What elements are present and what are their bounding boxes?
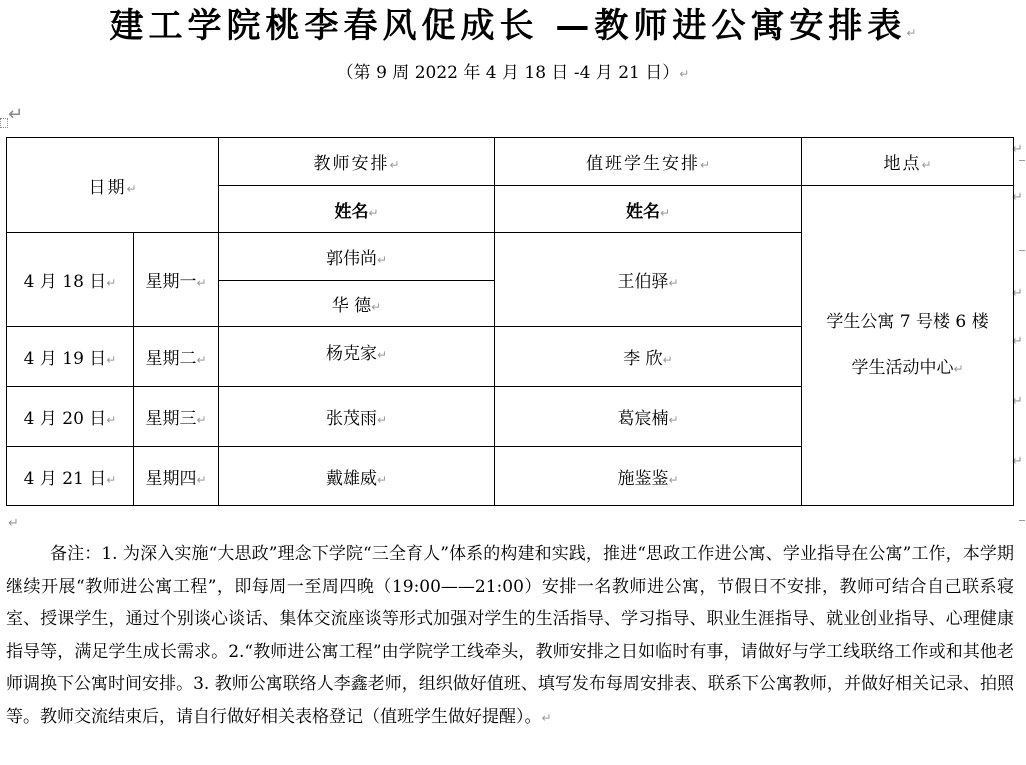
location-line-2: 学生活动中心↵ (851, 358, 964, 378)
weekday-cell: 星期四↵ (134, 447, 219, 506)
subheader-student-name: 姓名↵ (495, 186, 802, 233)
student-cell: 施鉴鉴↵ (495, 447, 802, 506)
student-cell: 王伯驿↵ (495, 233, 802, 327)
student-cell: 李 欣↵ (495, 327, 802, 387)
weekday-cell: 星期三↵ (134, 387, 219, 447)
date-cell: 4 月 20 日↵ (7, 387, 134, 447)
row-end-mark-icon: ↵ (1012, 286, 1023, 301)
paragraph-mark-icon: ↵ (8, 516, 19, 531)
location-cell (802, 186, 1014, 506)
margin-marker (1019, 160, 1025, 161)
date-cell: 4 月 21 日↵ (7, 447, 134, 506)
student-cell: 葛宸楠↵ (495, 387, 802, 447)
teacher-cell: 华 德↵ (219, 281, 495, 327)
teacher-cell: 戴雄威↵ (219, 447, 495, 506)
header-teacher: 教师安排↵ (219, 138, 495, 186)
page-subtitle: （第 9 周 2022 年 4 月 18 日 -4 月 21 日）↵ (336, 63, 690, 83)
margin-marker (1019, 250, 1025, 251)
teacher-cell: 张茂雨↵ (219, 387, 495, 447)
table-anchor-icon[interactable] (0, 118, 8, 128)
header-student: 值班学生安排↵ (495, 138, 802, 186)
header-location: 地点↵ (802, 138, 1014, 186)
paragraph-mark-icon: ↵ (8, 104, 24, 125)
page-title: 建工学院桃李春风促成长 —教师进公寓安排表↵ (109, 6, 917, 46)
weekday-cell: 星期一↵ (134, 233, 219, 327)
row-end-mark-icon: ↵ (1012, 454, 1023, 469)
schedule-table (6, 137, 1014, 506)
row-end-mark-icon: ↵ (1012, 190, 1023, 205)
header-date: 日期↵ (7, 138, 219, 233)
row-end-mark-icon: ↵ (1012, 394, 1023, 409)
date-cell: 4 月 19 日↵ (7, 327, 134, 387)
weekday-cell: 星期二↵ (134, 327, 219, 387)
teacher-cell: 杨克家↵ (219, 327, 495, 387)
date-cell: 4 月 18 日↵ (7, 233, 134, 327)
row-end-mark-icon: ↵ (1012, 142, 1023, 157)
subheader-teacher-name: 姓名↵ (219, 186, 495, 233)
location-line-1: 学生公寓 7 号楼 6 楼 (826, 312, 989, 332)
row-end-mark-icon: ↵ (1012, 334, 1023, 349)
remarks-paragraph: 备注：1. 为深入实施“大思政”理念下学院“三全育人”体系的构建和实践，推进“思政工作进公寓、学业指导在公寓”工作，本学期继续开展“教师进公寓工程”，即每周一至周四晚（19:00——21:00）安排一名教师进公寓，节假日不安排，教师可结合自己联系寝室、授课学生，通过个别谈心谈话、集体交流座谈等形式加强对学生的生活指导、学习指导、职业生涯指导、就业创业指导、心理健康指导等，满足学生成长需求。2.“教师进公寓工程”由学院学工线牵头，教师安排之日如临时有事，请做好与学工线联络工作或和其他老师调换下公寓时间安排。3. 教师公寓联络人李鑫老师，组织做好值班、填写发布每周安排表、联系下公寓教师，并做好相关记录、拍照等。教师交流结束后，请自行做好相关表格登记（值班学生做好提醒）。↵ (6, 544, 1014, 727)
teacher-cell: 郭伟尚↵ (219, 233, 495, 281)
margin-marker (1019, 520, 1025, 521)
